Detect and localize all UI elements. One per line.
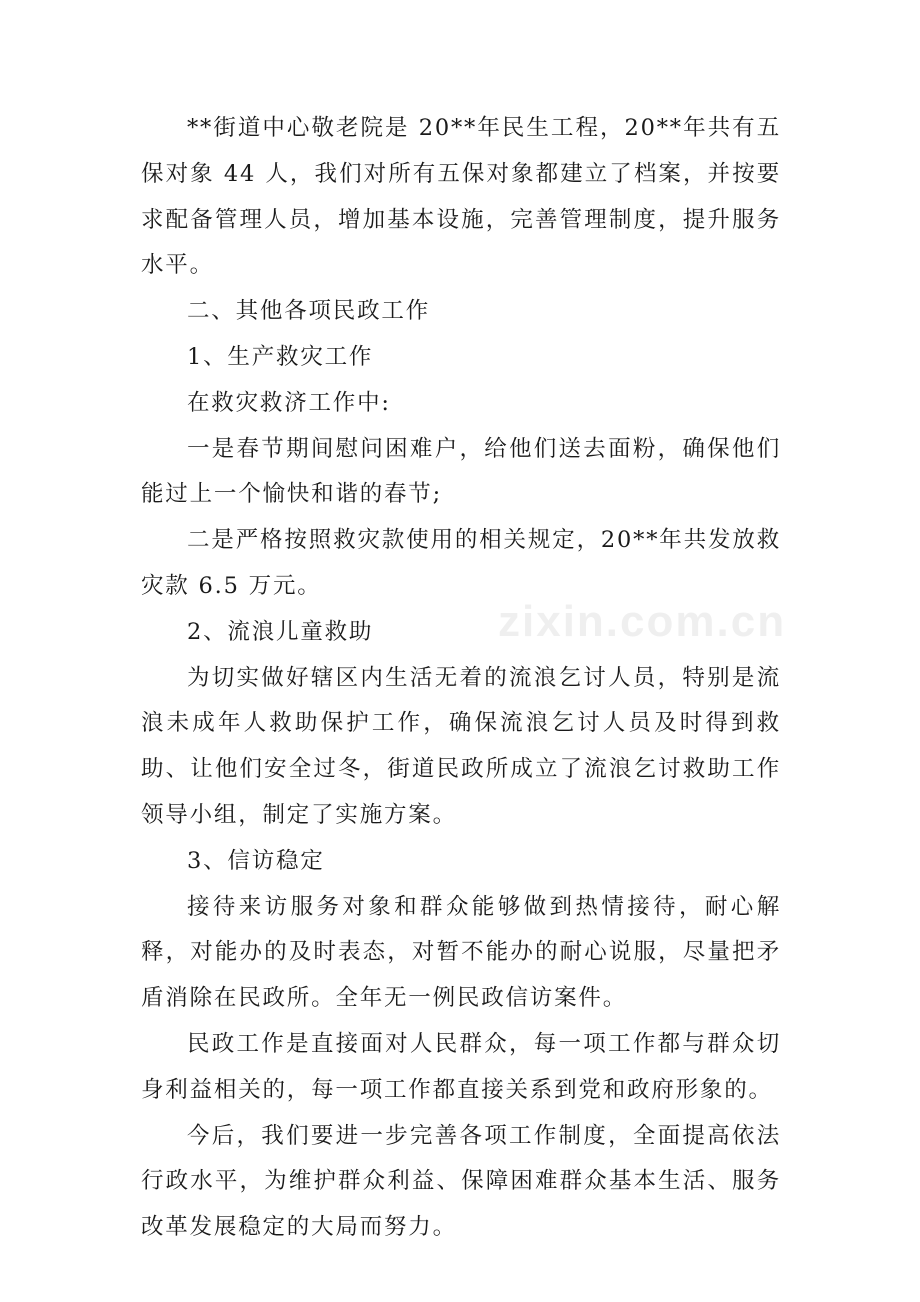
subheading-petitions: 3、信访稳定: [187, 847, 325, 874]
paragraph-petitions: 接待来访服务对象和群众能够做到热情接待，耐心解释，对能办的及时表态，对暂不能办的耐心说服，尽量把矛盾消除在民政所。全年无一例民政信访案件。: [141, 893, 781, 1012]
paragraph-relief-item-2: 二是严格按照救灾款使用的相关规定，20**年共发放救灾款 6.5 万元。: [141, 527, 781, 599]
section-heading-other-civil-affairs: 二、其他各项民政工作: [187, 298, 431, 325]
paragraph-relief-intro: 在救灾救济工作中:: [187, 389, 391, 416]
paragraph-future-plan: 今后，我们要进一步完善各项工作制度，全面提高依法行政水平，为维护群众利益、保障困难群众基本生活、服务改革发展稳定的大局而努力。: [141, 1122, 781, 1241]
paragraph-nursing-home: **街道中心敬老院是 20**年民生工程，20**年共有五保对象 44 人，我们对所有五保对象都建立了档案，并按要求配备管理人员，增加基本设施，完善管理制度，提升服务水平。: [141, 115, 781, 279]
watermark: zixin.com.cn: [498, 597, 787, 646]
subheading-disaster-relief: 1、生产救灾工作: [187, 343, 374, 370]
document-body: [141, 106, 781, 1251]
paragraph-civil-affairs-summary: 民政工作是直接面对人民群众，每一项工作都与群众切身利益相关的，每一项工作都直接关系到党和政府形象的。: [141, 1030, 781, 1103]
paragraph-street-children: 为切实做好辖区内生活无着的流浪乞讨人员，特别是流浪未成年人救助保护工作，确保流浪乞讨人员及时得到救助、让他们安全过冬，街道民政所成立了流浪乞讨救助工作领导小组，制定了实施方案。: [141, 664, 781, 828]
paragraph-relief-item-1: 一是春节期间慰问困难户，给他们送去面粉，确保他们能过上一个愉快和谐的春节;: [141, 435, 781, 508]
subheading-street-children: 2、流浪儿童救助: [187, 618, 374, 645]
